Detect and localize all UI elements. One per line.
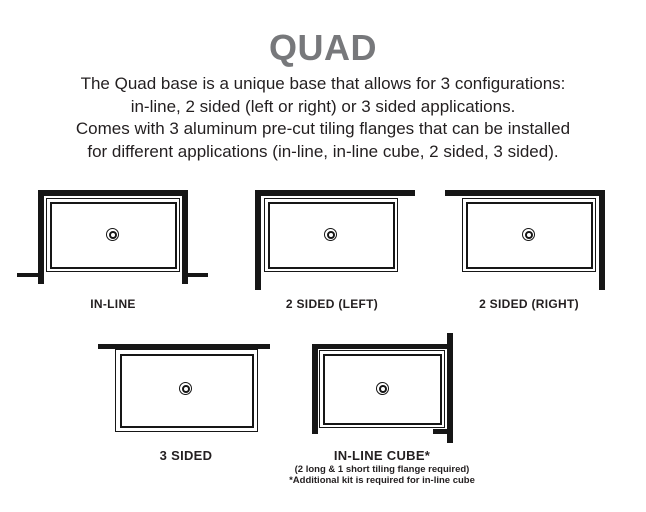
drain-icon [106,228,119,241]
drain-icon [179,382,192,395]
diagram-label: 2 SIDED (RIGHT) [479,297,579,311]
diagram-label: 3 SIDED [159,448,213,463]
description-line: for different applications (in-line, in-line cube, 2 sided, 3 sided). [87,141,559,161]
diagram-label: 2 SIDED (LEFT) [285,297,379,311]
wall-left [38,190,44,284]
wall-left [312,344,318,434]
floor-line-right [188,273,208,277]
drain-icon [522,228,535,241]
wall-top [312,344,447,349]
diagram-label: IN-LINE [90,297,136,311]
wall-right [182,190,188,284]
wall-left [255,190,261,290]
diagram-caption: (2 long & 1 short tiling flange required) [294,464,470,475]
floor-line-left [17,273,38,277]
page-title: QUAD [269,27,377,68]
diagram-label: IN-LINE CUBE* [333,448,431,463]
diagram-caption: *Additional kit is required for in-line cube [289,475,475,486]
wall-right [599,190,605,290]
drain-icon [324,228,337,241]
description-line: in-line, 2 sided (left or right) or 3 sided applications. [130,96,516,116]
wall-right-cube [447,333,453,443]
description [0,73,646,163]
wall-top [445,190,605,196]
drain-icon [376,382,389,395]
wall-top [38,190,188,196]
wall-stub-bottom [433,429,447,434]
description-line: Comes with 3 aluminum pre-cut tiling flanges that can be installed [75,119,571,138]
description-line: The Quad base is a unique base that allows for 3 configurations: [80,74,566,93]
wall-top [255,190,415,196]
